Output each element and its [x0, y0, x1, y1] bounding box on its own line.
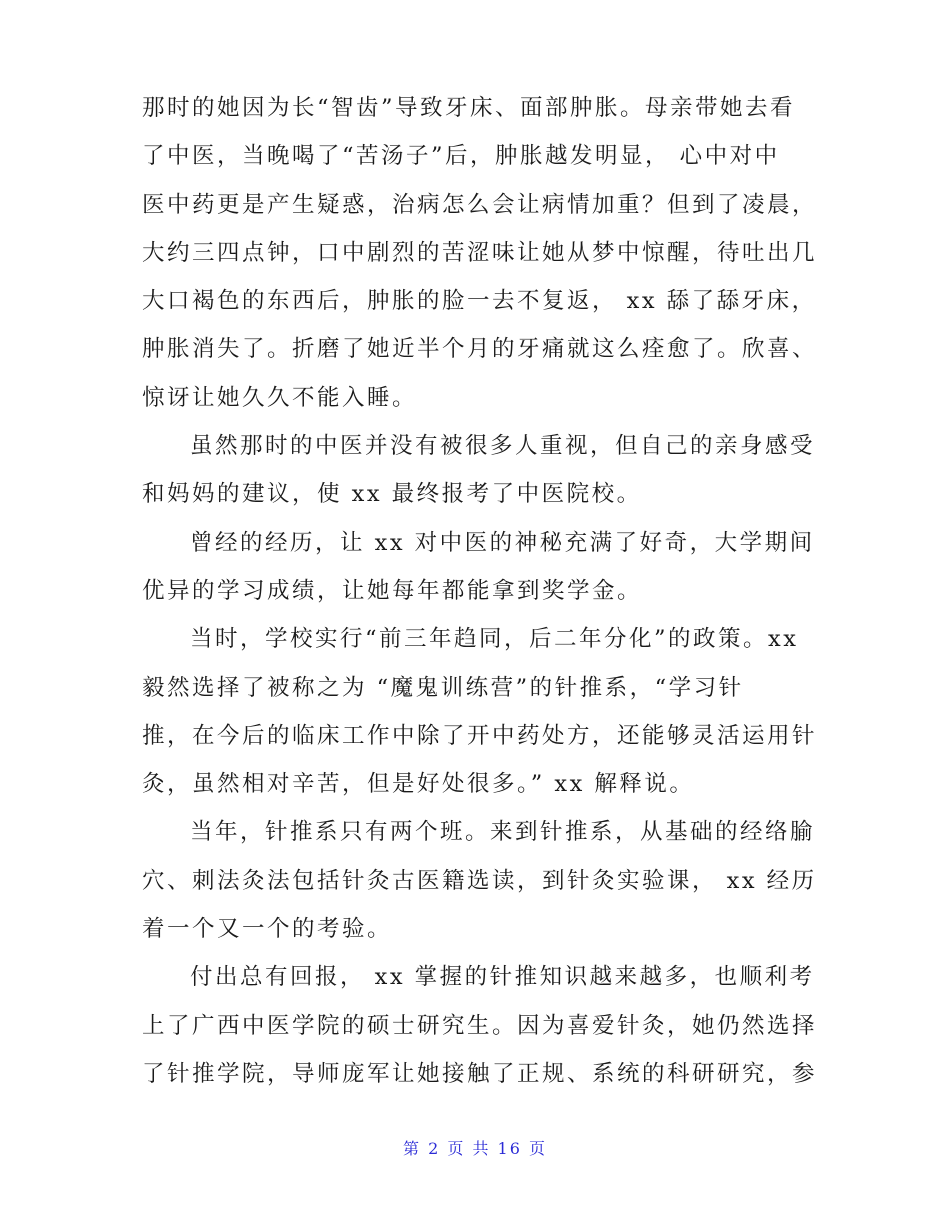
text-line: 医中药更是产生疑惑，治病怎么会让病情加重？但到了凌晨，: [142, 191, 818, 218]
text-line: 付出总有回报， xx 掌握的针推知识越来越多，也顺利考: [190, 964, 815, 991]
text-line: 着一个又一个的考验。: [142, 916, 393, 943]
page-number-footer: 第 2 页 共 16 页: [403, 1139, 547, 1158]
document-body: [142, 84, 818, 1098]
text-line: 了针推学院，导师庞军让她接触了正规、系统的科研研究，参: [142, 1060, 818, 1087]
text-line: 穴、刺法灸法包括针灸古医籍选读，到针灸实验课， xx 经历: [142, 867, 817, 894]
text-line: 当时，学校实行“前三年趋同，后二年分化”的政策。xx: [190, 626, 799, 653]
text-line: 惊讶让她久久不能入睡。: [142, 384, 418, 411]
text-line: 和妈妈的建议，使 xx 最终报考了中医院校。: [142, 481, 642, 508]
text-line: 大约三四点钟，口中剧烈的苦涩味让她从梦中惊醒，待吐出几: [142, 239, 818, 266]
text-line: 虽然那时的中医并没有被很多人重视，但自己的亲身感受: [190, 433, 816, 460]
text-line: 毅然选择了被称之为 “魔鬼训练营”的针推系，“学习针: [142, 674, 744, 701]
text-line: 了中医，当晚喝了“苦汤子”后，肿胀越发明显， 心中对中: [142, 143, 780, 170]
text-line: 肿胀消失了。折磨了她近半个月的牙痛就这么痊愈了。欣喜、: [142, 336, 818, 363]
text-line: 灸，虽然相对辛苦，但是好处很多。” xx 解释说。: [142, 771, 695, 798]
text-line: 上了广西中医学院的硕士研究生。因为喜爱针灸，她仍然选择: [142, 1012, 818, 1039]
text-line: 推，在今后的临床工作中除了开中药处方，还能够灵活运用针: [142, 722, 818, 749]
text-line: 大口褐色的东西后，肿胀的脸一去不复返， xx 舔了舔牙床，: [142, 288, 817, 315]
text-line: 优异的学习成绩，让她每年都能拿到奖学金。: [142, 577, 643, 604]
text-line: 曾经的经历，让 xx 对中医的神秘充满了好奇，大学期间: [190, 529, 815, 556]
text-line: 那时的她因为长“智齿”导致牙床、面部肿胀。母亲带她去看: [142, 95, 796, 121]
text-line: 当年，针推系只有两个班。来到针推系，从基础的经络腧: [190, 819, 816, 846]
